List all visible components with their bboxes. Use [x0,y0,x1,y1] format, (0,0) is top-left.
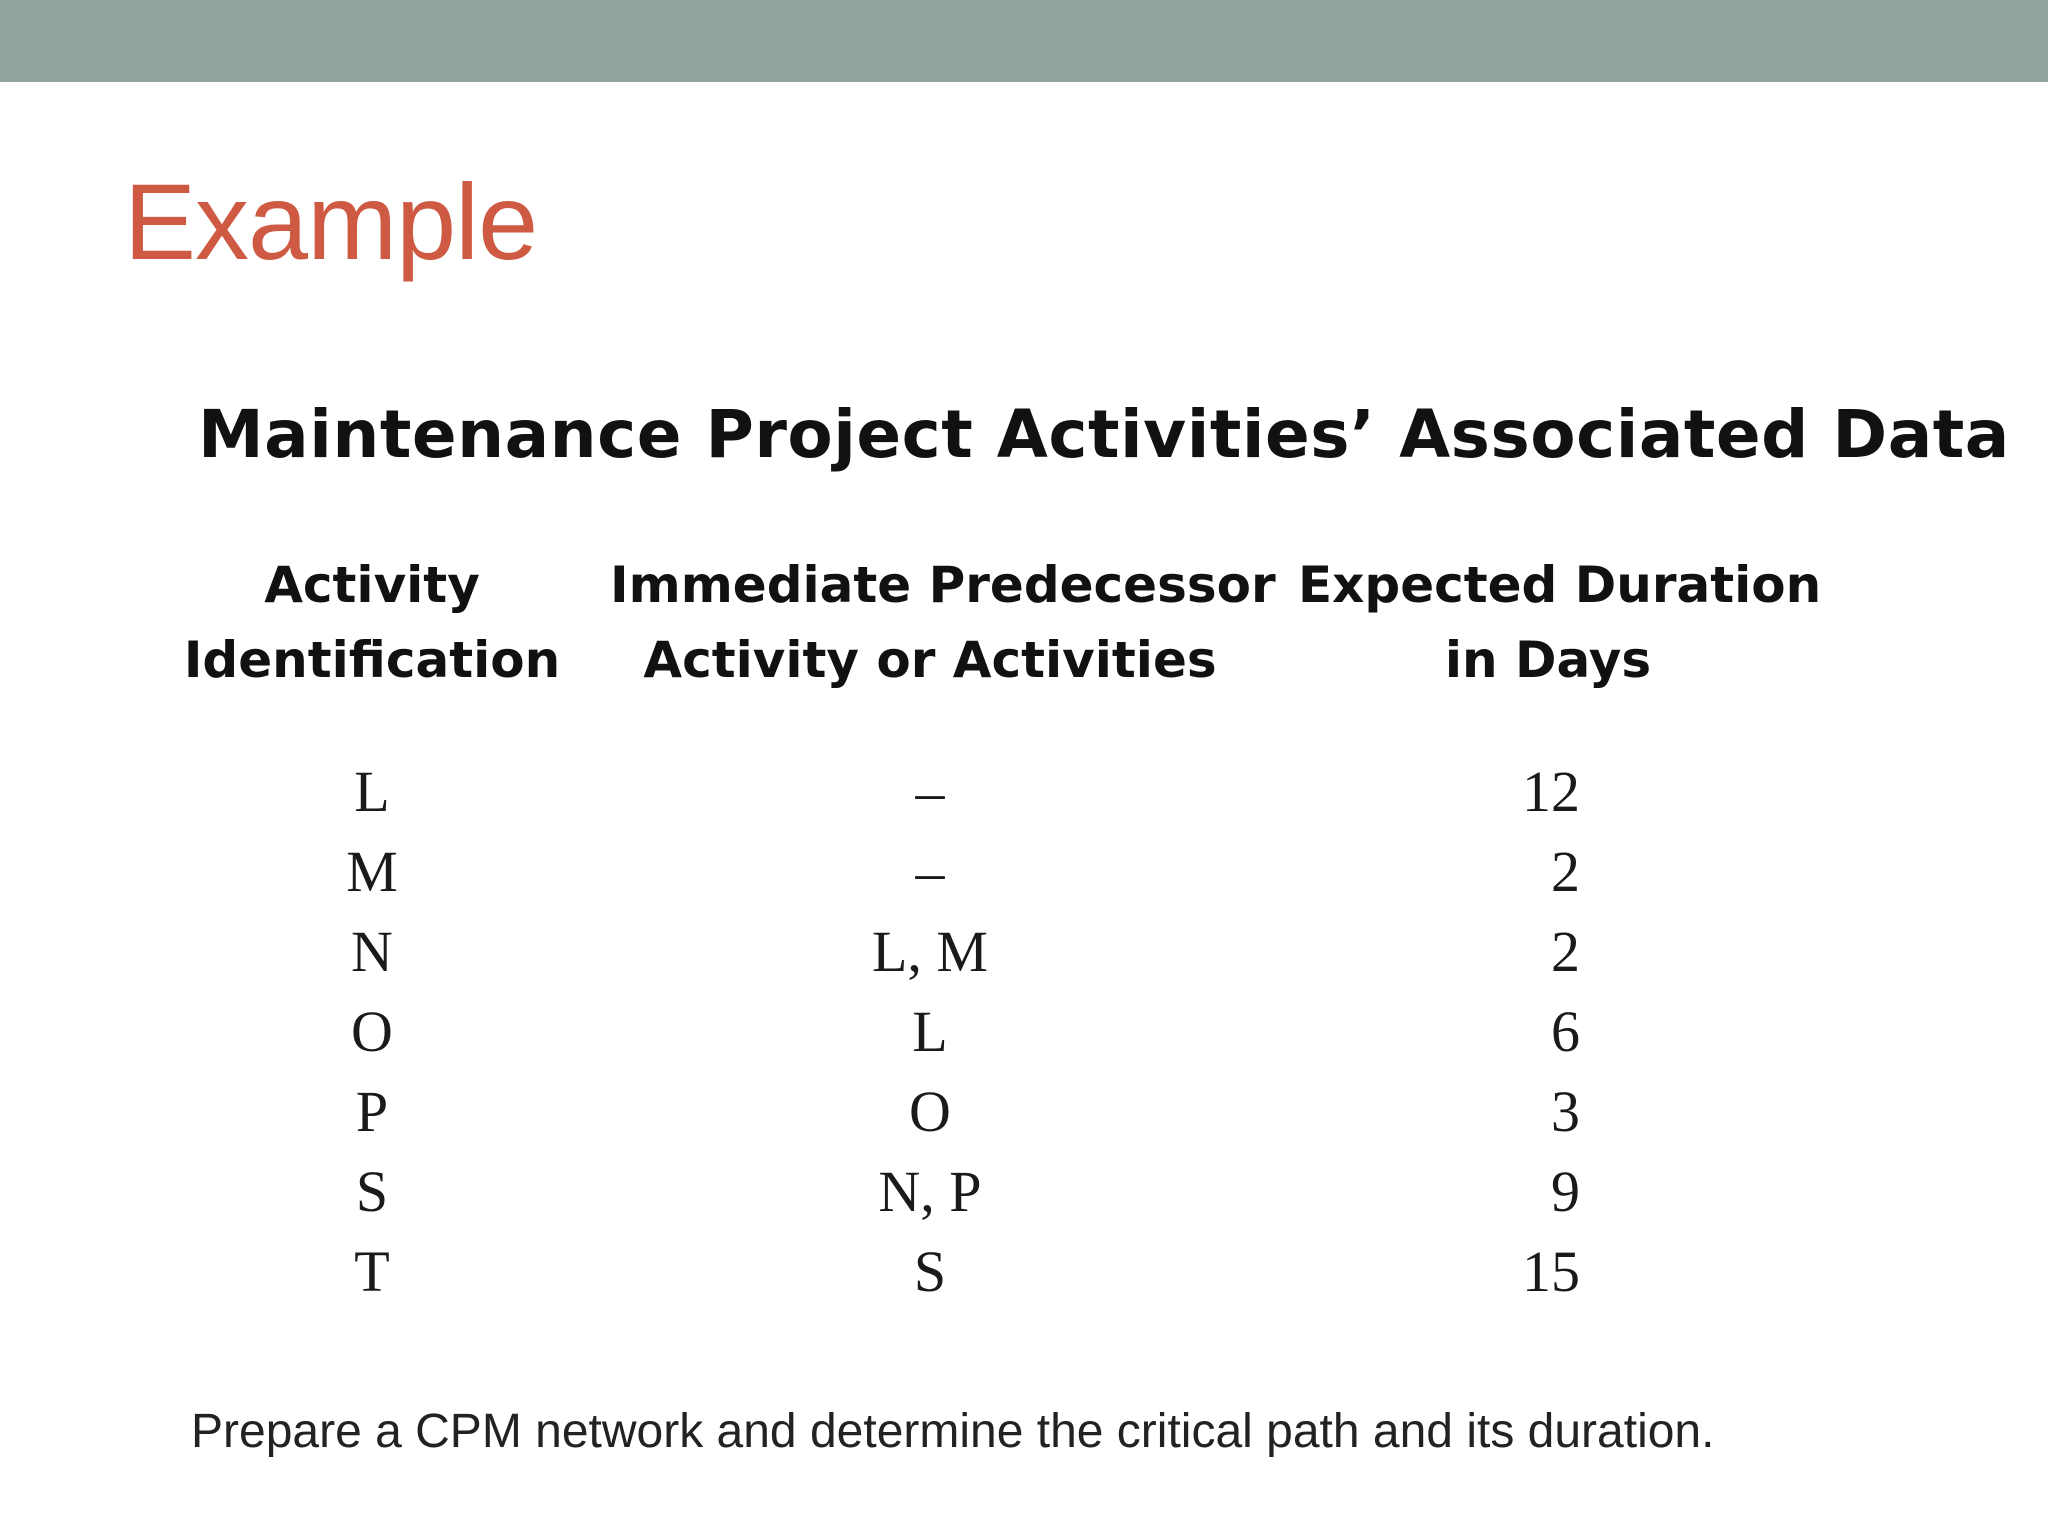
activity-cell: M [346,839,398,904]
column-header-line: Activity or Activities [643,631,1217,689]
duration-cell: 15 [1522,1239,1580,1304]
table-row [0,752,2048,832]
activity-table-body [0,752,2048,1312]
table-row [0,992,2048,1072]
table-row [0,912,2048,992]
activity-cell: P [355,1079,389,1144]
duration-cell: 12 [1522,759,1580,824]
table-title: Maintenance Project Activities’ Associated Data [198,396,2010,473]
activity-cell: L [354,759,390,824]
activity-cell: T [354,1239,390,1304]
table-row [0,1072,2048,1152]
predecessor-cell: N, P [878,1159,982,1224]
column-header-line: Identification [183,631,561,689]
column-header-predecessor [610,548,1276,698]
table-row [0,1152,2048,1232]
duration-cell: 3 [1551,1079,1580,1144]
column-header-duration [1298,548,1822,698]
slide-top-bar [0,0,2048,82]
predecessor-cell: O [909,1079,951,1144]
exercise-prompt: Prepare a CPM network and determine the critical path and its duration. [191,1405,1715,1458]
column-header-activity [172,548,572,698]
activity-cell: O [351,999,393,1064]
duration-cell: 2 [1551,839,1580,904]
slide-title: Example [124,161,538,282]
column-header-line: Activity [264,556,480,614]
table-row [0,832,2048,912]
duration-cell: 6 [1551,999,1580,1064]
predecessor-cell: L [912,999,948,1064]
activity-cell: N [351,919,393,984]
predecessor-cell: L, M [872,919,988,984]
predecessor-cell: – [915,839,945,904]
column-header-line: Immediate Predecessor [610,556,1276,614]
duration-cell: 9 [1551,1159,1580,1224]
duration-cell: 2 [1551,919,1580,984]
predecessor-cell: – [915,759,945,824]
table-row [0,1232,2048,1312]
activity-cell: S [355,1159,389,1224]
column-header-line: Expected Duration [1298,556,1822,614]
column-header-line: in Days [1444,631,1652,689]
predecessor-cell: S [913,1239,947,1304]
